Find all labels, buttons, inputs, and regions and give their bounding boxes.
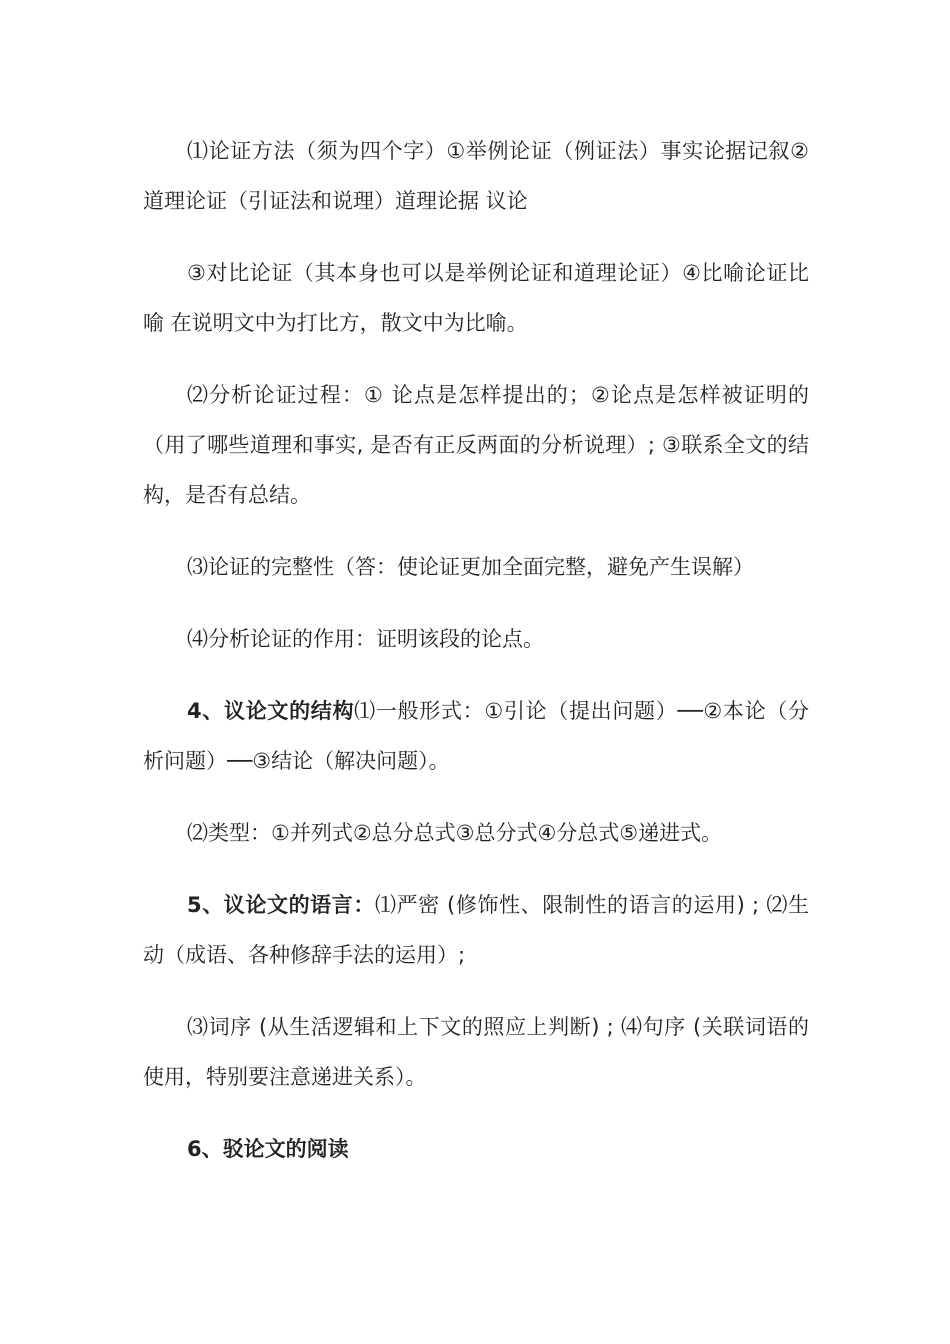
paragraph-text: ⑴严密 (修饰性、限制性的语言的运用) ; ⑵生动（成语、各种修辞手法的运用）; (143, 893, 809, 967)
paragraph-comparison-argument (143, 248, 809, 348)
section-heading: 4、议论文的结构 (187, 699, 355, 723)
section-heading: 5、议论文的语言： (187, 893, 375, 917)
paragraph-text: ⑵类型：①并列式②总分总式③总分式④分总式⑤递进式。 (187, 821, 723, 845)
paragraph-structure-types (143, 808, 809, 858)
paragraph-rebuttal-reading (143, 1124, 809, 1174)
paragraph-argument-process (143, 370, 809, 520)
paragraph-text: ⑷分析论证的作用：证明该段的论点。 (187, 627, 544, 651)
paragraph-word-order (143, 1002, 809, 1102)
document-body (143, 126, 809, 1196)
paragraph-text: ⑴一般形式：①引论（提出问题）──②本论（分析问题）──③结论（解决问题）。 (143, 699, 809, 773)
section-heading: 6、驳论文的阅读 (187, 1137, 349, 1161)
paragraph-text: ③对比论证（其本身也可以是举例论证和道理论证）④比喻论证比喻 在说明文中为打比方，散文中为比喻。 (143, 261, 809, 335)
paragraph-argument-completeness (143, 542, 809, 592)
paragraph-text: ⑶词序 (从生活逻辑和上下文的照应上判断) ; ⑷句序 (关联词语的使用，特别要注意递进关系）。 (143, 1015, 809, 1089)
paragraph-argument-methods (143, 126, 809, 226)
paragraph-text: ⑵分析论证过程：① 论点是怎样提出的；②论点是怎样被证明的（用了哪些道理和事实, 是否有正反两面的分析说理）; ③联系全文的结构，是否有总结。 (143, 383, 809, 507)
paragraph-essay-language (143, 880, 809, 980)
paragraph-text: ⑶论证的完整性（答：使论证更加全面完整，避免产生误解） (187, 555, 754, 579)
paragraph-text: ⑴论证方法（须为四个字）①举例论证（例证法）事实论据记叙②道理论证（引证法和说理）道理论据 议论 (143, 139, 809, 213)
paragraph-argument-function (143, 614, 809, 664)
paragraph-essay-structure (143, 686, 809, 786)
